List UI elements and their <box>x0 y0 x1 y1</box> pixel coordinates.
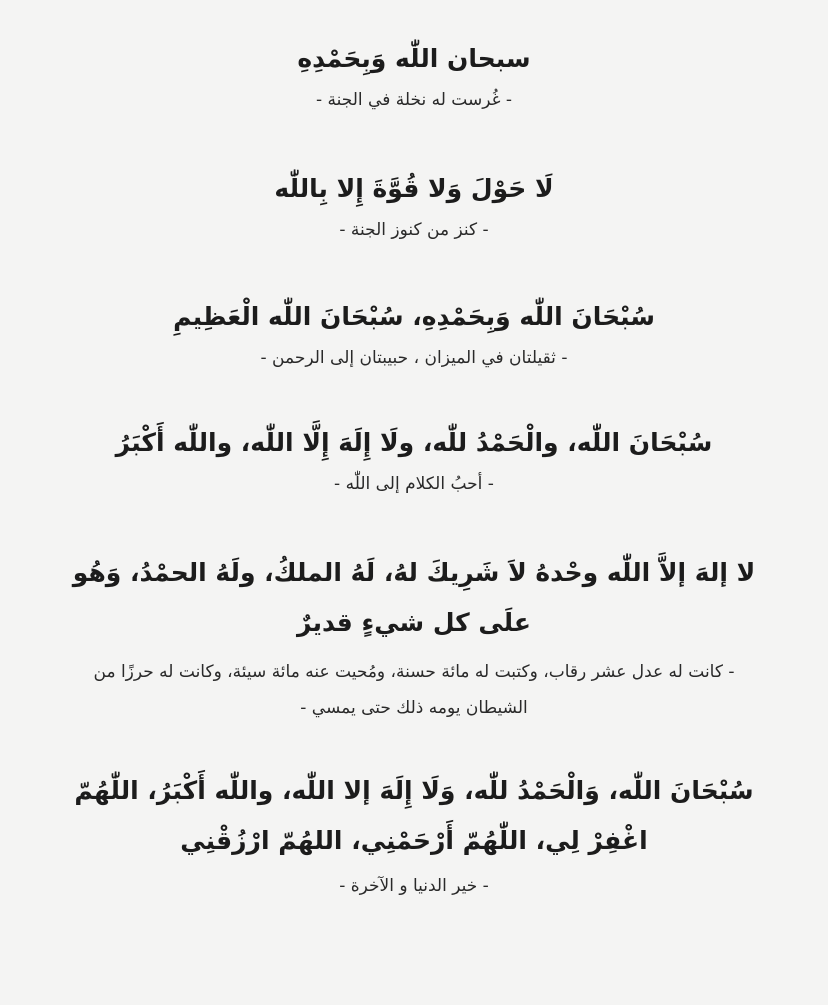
virtue-text-6: - خير الدنيا و الآخرة - <box>339 876 489 896</box>
virtue-text-1: - غُرست له نخلة في الجنة - <box>315 90 513 110</box>
dhikr-text-1: سبحان اللّٰه وَبِحَمْدِهِ <box>297 44 531 73</box>
dhikr-text-3: سُبْحَانَ اللّٰه وَبِحَمْدِهِ، سُبْحَانَ اللّٰه الْعَظِيمِ <box>173 302 655 331</box>
dhikr-text-2: لَا حَوْلَ وَلا قُوَّةَ إِلا بِاللّٰه <box>274 174 554 203</box>
dhikr-text-6: سُبْحَانَ اللّٰه، وَالْحَمْدُ للّٰه، وَلَا إِلَهَ إلا اللّٰه، واللّٰه أَكْبَرُ، اللّٰهُمّ اغْفِرْ لِي، اللّٰهُمّ أَرْحَمْنِي، اللهُمّ ارْزُقْنِي <box>74 776 754 855</box>
dhikr-entry-1 <box>64 36 764 116</box>
virtue-text-3: - ثقيلتان في الميزان ، حبيبتان إلى الرحمن - <box>260 348 568 368</box>
dhikr-entry-2 <box>64 166 764 246</box>
virtue-text-5: - كانت له عدل عشر رقاب، وكتبت له مائة حسنة، ومُحيت عنه مائة سيئة، وكانت له حرزًا من الشيطان يومه ذلك حتى يمسي - <box>93 662 735 718</box>
virtue-text-4: - أحبُ الكلام إلى اللّٰه - <box>334 474 494 494</box>
dhikr-text-4: سُبْحَانَ اللّٰه، والْحَمْدُ للّٰه، ولَا إِلَهَ إِلَّا اللّٰه، واللّٰه أَكْبَرُ <box>115 428 713 457</box>
dhikr-entry-4 <box>64 420 764 500</box>
virtue-text-2: - كنز من كنوز الجنة - <box>339 220 489 240</box>
dhikr-entry-6 <box>64 766 764 902</box>
dhikr-text-5: لا إلهَ إلاَّ اللّٰه وحْدهُ لاَ شَرِيكَ لهُ، لَهُ الملكُ، ولَهُ الحمْدُ، وَهُو علَى كل شيءٍ قديرٌ <box>72 558 756 637</box>
dhikr-entry-5 <box>64 548 764 726</box>
dhikr-entry-3 <box>64 294 764 374</box>
